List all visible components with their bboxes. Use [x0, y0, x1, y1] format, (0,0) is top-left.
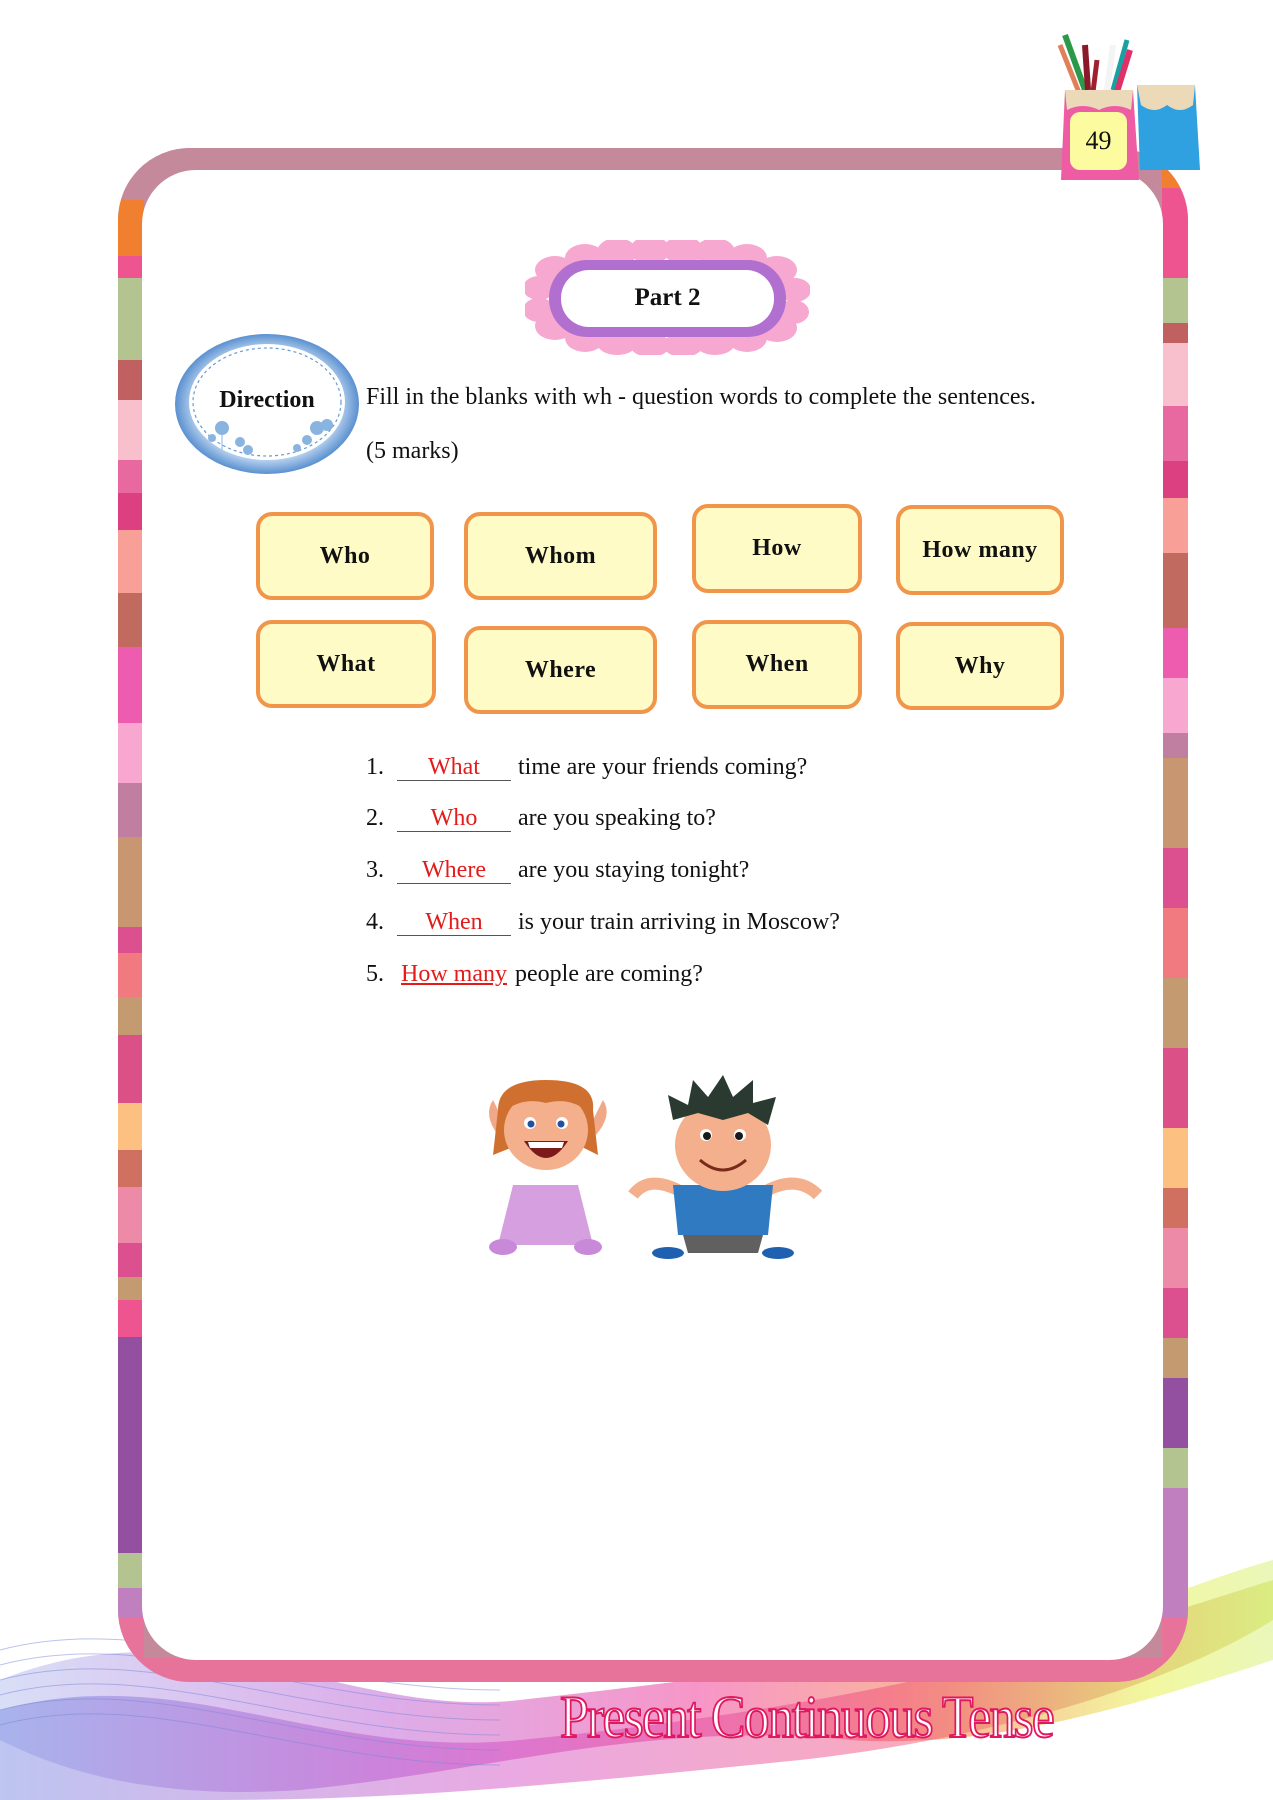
- question-3: [366, 855, 749, 885]
- frame-left-stripe: [118, 148, 144, 1682]
- question-text: people are coming?: [515, 961, 703, 987]
- answer-blank[interactable]: When: [397, 909, 511, 936]
- question-number: 3.: [366, 857, 384, 883]
- word-bank-who: Who: [256, 512, 434, 600]
- question-number: 4.: [366, 909, 384, 935]
- question-4: [366, 907, 840, 937]
- word-bank-why: Why: [896, 622, 1064, 710]
- part-label: Part 2: [634, 283, 701, 311]
- question-1: [366, 752, 807, 782]
- footer-title: Present Continuous Tense: [560, 1684, 1054, 1750]
- frame-top-stripe: [118, 148, 1188, 172]
- word-bank-when: When: [692, 620, 862, 709]
- word-bank-whom: Whom: [464, 512, 657, 600]
- word-bank-how: How: [692, 504, 862, 593]
- marks-text: (5 marks): [366, 438, 459, 464]
- question-number: 1.: [366, 754, 384, 780]
- question-text: is your train arriving in Moscow?: [518, 909, 840, 935]
- boy-cartoon: [633, 1075, 818, 1259]
- question-text: time are your friends coming?: [518, 754, 808, 780]
- question-text: are you speaking to?: [518, 805, 716, 831]
- answer-blank[interactable]: How many: [401, 961, 507, 987]
- frame-bottom-stripe: [118, 1658, 1188, 1682]
- question-text: are you staying tonight?: [518, 857, 750, 883]
- answer-blank[interactable]: Where: [397, 857, 511, 884]
- word-bank-where: Where: [464, 626, 657, 714]
- page-number: 49: [1070, 112, 1127, 170]
- answer-blank[interactable]: What: [397, 754, 511, 781]
- question-5: [366, 959, 703, 989]
- question-number: 2.: [366, 805, 384, 831]
- kids-illustration: [478, 1075, 823, 1260]
- question-2: [366, 803, 716, 833]
- answer-blank[interactable]: Who: [397, 805, 511, 832]
- direction-label: Direction: [219, 386, 315, 413]
- word-bank-what: What: [256, 620, 436, 708]
- frame-right-stripe: [1162, 148, 1188, 1682]
- girl-cartoon: [489, 1080, 607, 1255]
- instruction-text: Fill in the blanks with wh - question words to complete the sentences.: [366, 384, 1036, 410]
- question-number: 5.: [366, 961, 384, 987]
- word-bank-how-many: How many: [896, 505, 1064, 595]
